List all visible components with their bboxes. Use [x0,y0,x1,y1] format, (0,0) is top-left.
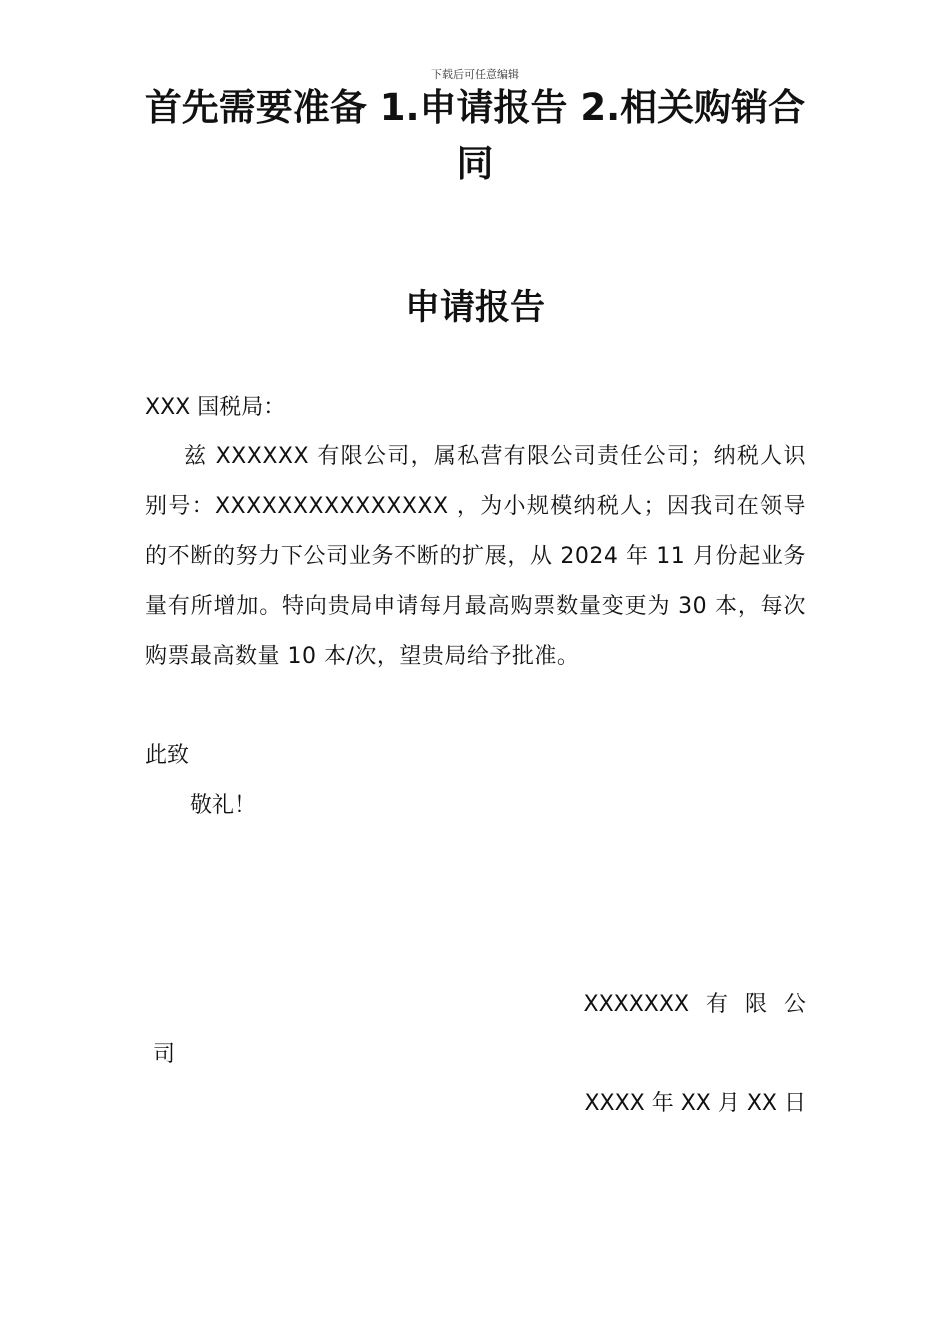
salutation: XXX 国税局： [145,395,286,420]
body-paragraph: 兹 XXXXXX 有限公司，属私营有限公司责任公司；纳税人识别号：XXXXXXXXXXXXXXX ，为小规模纳税人；因我司在领导的不断的努力下公司业务不断的扩展，从 2024 年 11 月份起业务量有所增加。特向贵局申请每月最高购票数量变更为 30 本，每次购票最高数量 10 本/次，望贵局给予批准。 [145,444,806,669]
signature-date: XXXX 年 XX 月 XX 日 [584,1091,806,1116]
signature-company-line-1: XXXXXXX 有 限 公 [583,992,806,1017]
header-note: 下载后可任意编辑 [431,68,519,81]
signature-company-line-2: 司 [153,1042,176,1067]
main-title: 首先需要准备 1.申请报告 2.相关购销合同 [144,86,806,185]
closing-line-2: 敬礼！ [190,793,257,818]
report-title: 申请报告 [404,288,545,328]
closing-line-1: 此致 [145,743,190,768]
